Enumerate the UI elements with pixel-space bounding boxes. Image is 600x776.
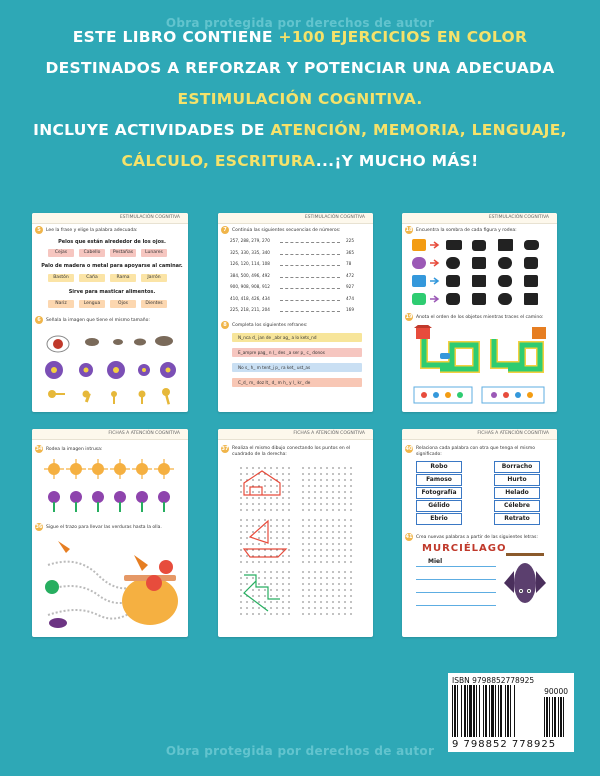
question-number: 5 (35, 226, 43, 234)
sample-page-4 (32, 429, 188, 637)
question-number: 7 (221, 226, 229, 234)
word-chip: Dientes (141, 300, 167, 308)
question-text: Continúa las siguientes secuencias de números: (232, 228, 341, 233)
page-header-text: FICHAS A ATENCIÓN COGNITIVA (477, 431, 549, 436)
sequence-start: 126, 120, 114, 108 (230, 261, 270, 266)
isbn-text: ISBN 9798852778925 (452, 676, 535, 685)
watermark-bottom: Obra protegida por derechos de autor (165, 744, 435, 758)
question-number: 41 (405, 534, 413, 540)
page-header-text: ESTIMULACIÓN COGNITIVA (488, 215, 549, 220)
question-number: 6 (35, 316, 43, 324)
headline (10, 22, 590, 177)
word-chip: Cejas (48, 249, 74, 257)
page-header-text: ESTIMULACIÓN COGNITIVA (119, 215, 180, 220)
question-text: Lee la frase y elige la palabra adecuada: (46, 228, 138, 233)
question-number: 8 (221, 321, 229, 329)
writing-line (416, 579, 496, 580)
sequence-blanks (280, 253, 340, 255)
word-chip: Cabello (79, 249, 105, 257)
headline-line-2: DESTINADOS A REFORZAR Y POTENCIAR UNA ADECUADA (45, 59, 555, 77)
shadow-matching-grid (408, 237, 553, 307)
barcode-number: 9 798852 778925 (452, 739, 557, 750)
sample-page-3 (402, 213, 557, 412)
sequence-start: 225, 218, 211, 204 (230, 307, 270, 312)
sample-page-5 (218, 429, 373, 637)
word-chip: Lengua (79, 300, 105, 308)
page-header-text: FICHAS A ATENCIÓN COGNITIVA (108, 431, 180, 436)
sample-page-2 (218, 213, 373, 412)
sequence-start: 384, 500, 496, 492 (230, 272, 270, 278)
headline-line-5 (10, 146, 590, 177)
question-text: Señala la imagen que tiene el mismo tamaño: (46, 318, 150, 323)
page-header-text: ESTIMULACIÓN COGNITIVA (304, 215, 365, 220)
question-text: Rodea la imagen intrusa: (46, 447, 103, 452)
headline-text: ESTE LIBRO CONTIENE (72, 28, 279, 46)
sample-page-1 (32, 213, 188, 412)
vegetable-path-illustration (38, 535, 184, 635)
sentence: Palo de madera o metal para apoyarse al caminar. (41, 263, 183, 269)
sequence-blanks (280, 310, 340, 312)
word-chip: Caña (79, 274, 105, 282)
question-text: Anota el orden de los objetos mientras traces el camino: (416, 315, 544, 320)
letters-word: MURCIÉLAGO (422, 543, 507, 554)
sample-page-6 (402, 429, 557, 637)
word-box: Gélido (416, 500, 462, 512)
question-text: Crea nuevas palabras a partir de las siguientes letras: (416, 535, 538, 540)
question-number: 34 (35, 446, 43, 452)
sequence-blanks (280, 299, 340, 301)
word-box: Famoso (416, 474, 462, 486)
page-header (218, 429, 373, 440)
question-text: Sigue el trazo para llevar las verduras hasta la olla. (46, 525, 162, 530)
example-word: Miel (428, 558, 443, 565)
page-header (32, 213, 188, 224)
sequence-start: 257, 288, 279, 270 (230, 238, 270, 243)
word-box: Retrato (494, 513, 540, 525)
question-number: 19 (405, 314, 413, 320)
dot-grid-blank (300, 465, 356, 513)
headline-highlight: ATENCIÓN, MEMORIA, LENGUAJE, (270, 121, 567, 139)
writing-line (416, 592, 496, 593)
sequence-start: 410, 418, 426, 434 (230, 295, 270, 301)
word-chip: Lunares (141, 249, 167, 257)
word-box: Ebrio (416, 513, 462, 525)
page-header-text: FICHAS A ATENCIÓN COGNITIVA (293, 431, 365, 436)
connect-dots-drawings (238, 465, 294, 617)
proverb-bar: No s_ h_ m tent_j p_ ra ket_ ust_as (232, 363, 362, 372)
sequence-blanks (280, 241, 340, 243)
barcode-bars (452, 685, 540, 737)
word-box: Fotografía (416, 487, 462, 499)
maze-illustration (412, 325, 552, 409)
question-number: 40 (405, 446, 413, 452)
sequence-blanks (280, 264, 340, 266)
word-chip: Bastón (48, 274, 74, 282)
sentence: Sirve para masticar alimentos. (68, 289, 156, 295)
proverb-bar: E_ampre pag_ n (_ des _a ser p_ c_ donos (232, 348, 362, 357)
writing-line (416, 605, 496, 606)
word-chip: Ojos (110, 300, 136, 308)
sequence-start: 900, 908, 908, 912 (230, 284, 270, 289)
question-text: Encuentra la sombra de cada figura y rodea: (416, 228, 517, 233)
size-matching-illustration (40, 328, 180, 408)
page-header (402, 429, 557, 440)
question-text: Relaciona cada palabra con otra que tenga el mismo significado: (416, 446, 535, 457)
proverb-bar: N_nca d_ jan de _abr ag_ a lo kets_nd (232, 333, 362, 342)
word-chip: Nariz (48, 300, 74, 308)
page-header (218, 213, 373, 224)
watermark-top: Obra protegida por derechos de autor (165, 16, 435, 30)
sequence-blanks (280, 276, 340, 278)
sequence-start: 325, 330, 335, 340 (230, 249, 270, 255)
word-box: Célebre (494, 500, 540, 512)
dot-grid-blank (300, 569, 356, 617)
question-text: Realiza el mismo dibujo conectando los puntos en el cuadrado de la derecha: (232, 446, 351, 457)
sequence-end: 474 (346, 295, 354, 301)
page-header (402, 213, 557, 224)
sequence-end: 365 (346, 249, 354, 255)
barcode-box (448, 673, 574, 752)
sentence: Pelos que están alrededor de los ojos. (58, 239, 166, 245)
page-header (32, 429, 188, 440)
sequence-blanks (280, 287, 340, 289)
odd-one-out-illustration (42, 457, 182, 517)
question-number: 37 (221, 446, 229, 452)
question-number: 18 (405, 227, 413, 233)
headline-highlight: CÁLCULO, ESCRITURA (121, 152, 316, 170)
barcode-addon-bars (544, 697, 568, 737)
sequence-end: 472 (346, 272, 354, 278)
headline-line-3: ESTIMULACIÓN COGNITIVA. (177, 90, 423, 108)
word-box: Borracho (494, 461, 540, 473)
headline-text: ...¡Y MUCHO MÁS! (315, 152, 479, 170)
headline-line-1 (10, 22, 590, 53)
sequence-end: 927 (346, 284, 354, 289)
sequence-end: 225 (346, 238, 354, 243)
bat-illustration (502, 553, 548, 613)
word-box: Helado (494, 487, 540, 499)
word-box: Hurto (494, 474, 540, 486)
dot-grid-blank (300, 517, 356, 565)
question-number: 36 (35, 524, 43, 530)
word-chip: Rama (110, 274, 136, 282)
question-text: Completa los siguientes refranes: (232, 323, 308, 328)
headline-highlight: +100 EJERCICIOS EN COLOR (278, 28, 528, 46)
headline-line-4 (10, 115, 590, 146)
sequence-end: 78 (346, 261, 352, 266)
headline-text: INCLUYE ACTIVIDADES DE (33, 121, 271, 139)
price-code: 90000 (544, 687, 568, 696)
word-chip: Pestañas (110, 249, 136, 257)
proverb-bar: C_d_ m_ doz lt_ d_ m h_ y l_ kr_ de (232, 378, 362, 387)
writing-line (416, 566, 496, 567)
sequence-end: 169 (346, 307, 354, 312)
word-chip: Jarrón (141, 274, 167, 282)
word-box: Robo (416, 461, 462, 473)
